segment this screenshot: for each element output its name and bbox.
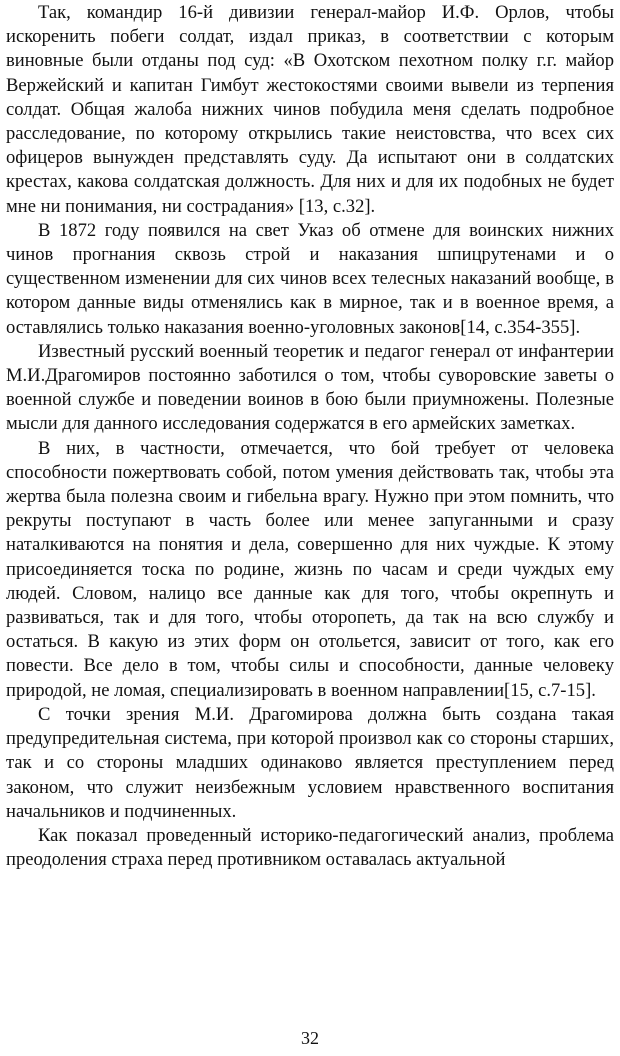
paragraph-4: В них, в частности, отмечается, что бой требует от человека способности пожертвовать собой, потом умения действовать так, чтобы эта жертва была полезна своим и гибельна врагу. Нужно при этом помнить, что рекруты поступают в часть более или менее запуганными и сразу наталкиваются на понятия и дела, совершенно для них чуждые. К этому присоединяется тоска по родине, жизнь по часам и среди чуждых ему людей. Словом, налицо все данные как для того, чтобы окрепнуть и развиваться, так и для того, чтобы оторопеть, да так на всю службу и остаться. В какую из этих форм он отольется, зависит от того, как его повести. Все дело в том, чтобы силы и способности, данные человеку природой, не ломая, специализировать в военном направлении[15, с.7-15].: [6, 437, 614, 701]
page-number: 32: [301, 1028, 319, 1048]
paragraph-3: Известный русский военный теоретик и педагог генерал от инфантерии М.И.Драгомиров постоянно заботился о том, чтобы суворовские заветы о военной службе и поведении воинов в бою были приумножены. Полезные мысли для данного исследования содержатся в его армейских заметках.: [6, 340, 614, 435]
paragraph-2: В 1872 году появился на свет Указ об отмене для воинских нижних чинов прогнания сквозь строй и наказания шпицрутенами и о существенном изменении для сих чинов всех телесных наказаний вообще, в котором данные виды отменялись как в мирное, так и в военное время, а оставлялись только наказания военно-уголовных законов[14, с.354-355].: [6, 219, 614, 338]
body-text: [6, 1, 614, 872]
paragraph-5: С точки зрения М.И. Драгомирова должна быть создана такая предупредительная система, при которой произвол как со стороны старших, так и со стороны младших одинаково является преступлением перед законом, что служит неизбежным условием нравственного воспитания начальников и подчиненных.: [6, 703, 614, 822]
paragraph-1: Так, командир 16-й дивизии генерал-майор И.Ф. Орлов, чтобы искоренить побеги солдат, издал приказ, в соответствии с которым виновные были отданы под суд: «В Охотском пехотном полку г.г. майор Вержейский и капитан Гимбут жестокостями своими вывели из терпения солдат. Общая жалоба нижних чинов побудила меня сделать подробное расследование, по которому открылись такие неистовства, что всех сих офицеров вынужден представлять суду. Да испытают они в солдатских крестах, какова солдатская должность. Для них и для их подобных не будет мне ни понимания, ни сострадания» [13, с.32].: [6, 2, 614, 217]
paragraph-6: Как показал проведенный историко-педагогический анализ, проблема преодоления страха перед противником оставалась актуальной: [6, 824, 614, 871]
